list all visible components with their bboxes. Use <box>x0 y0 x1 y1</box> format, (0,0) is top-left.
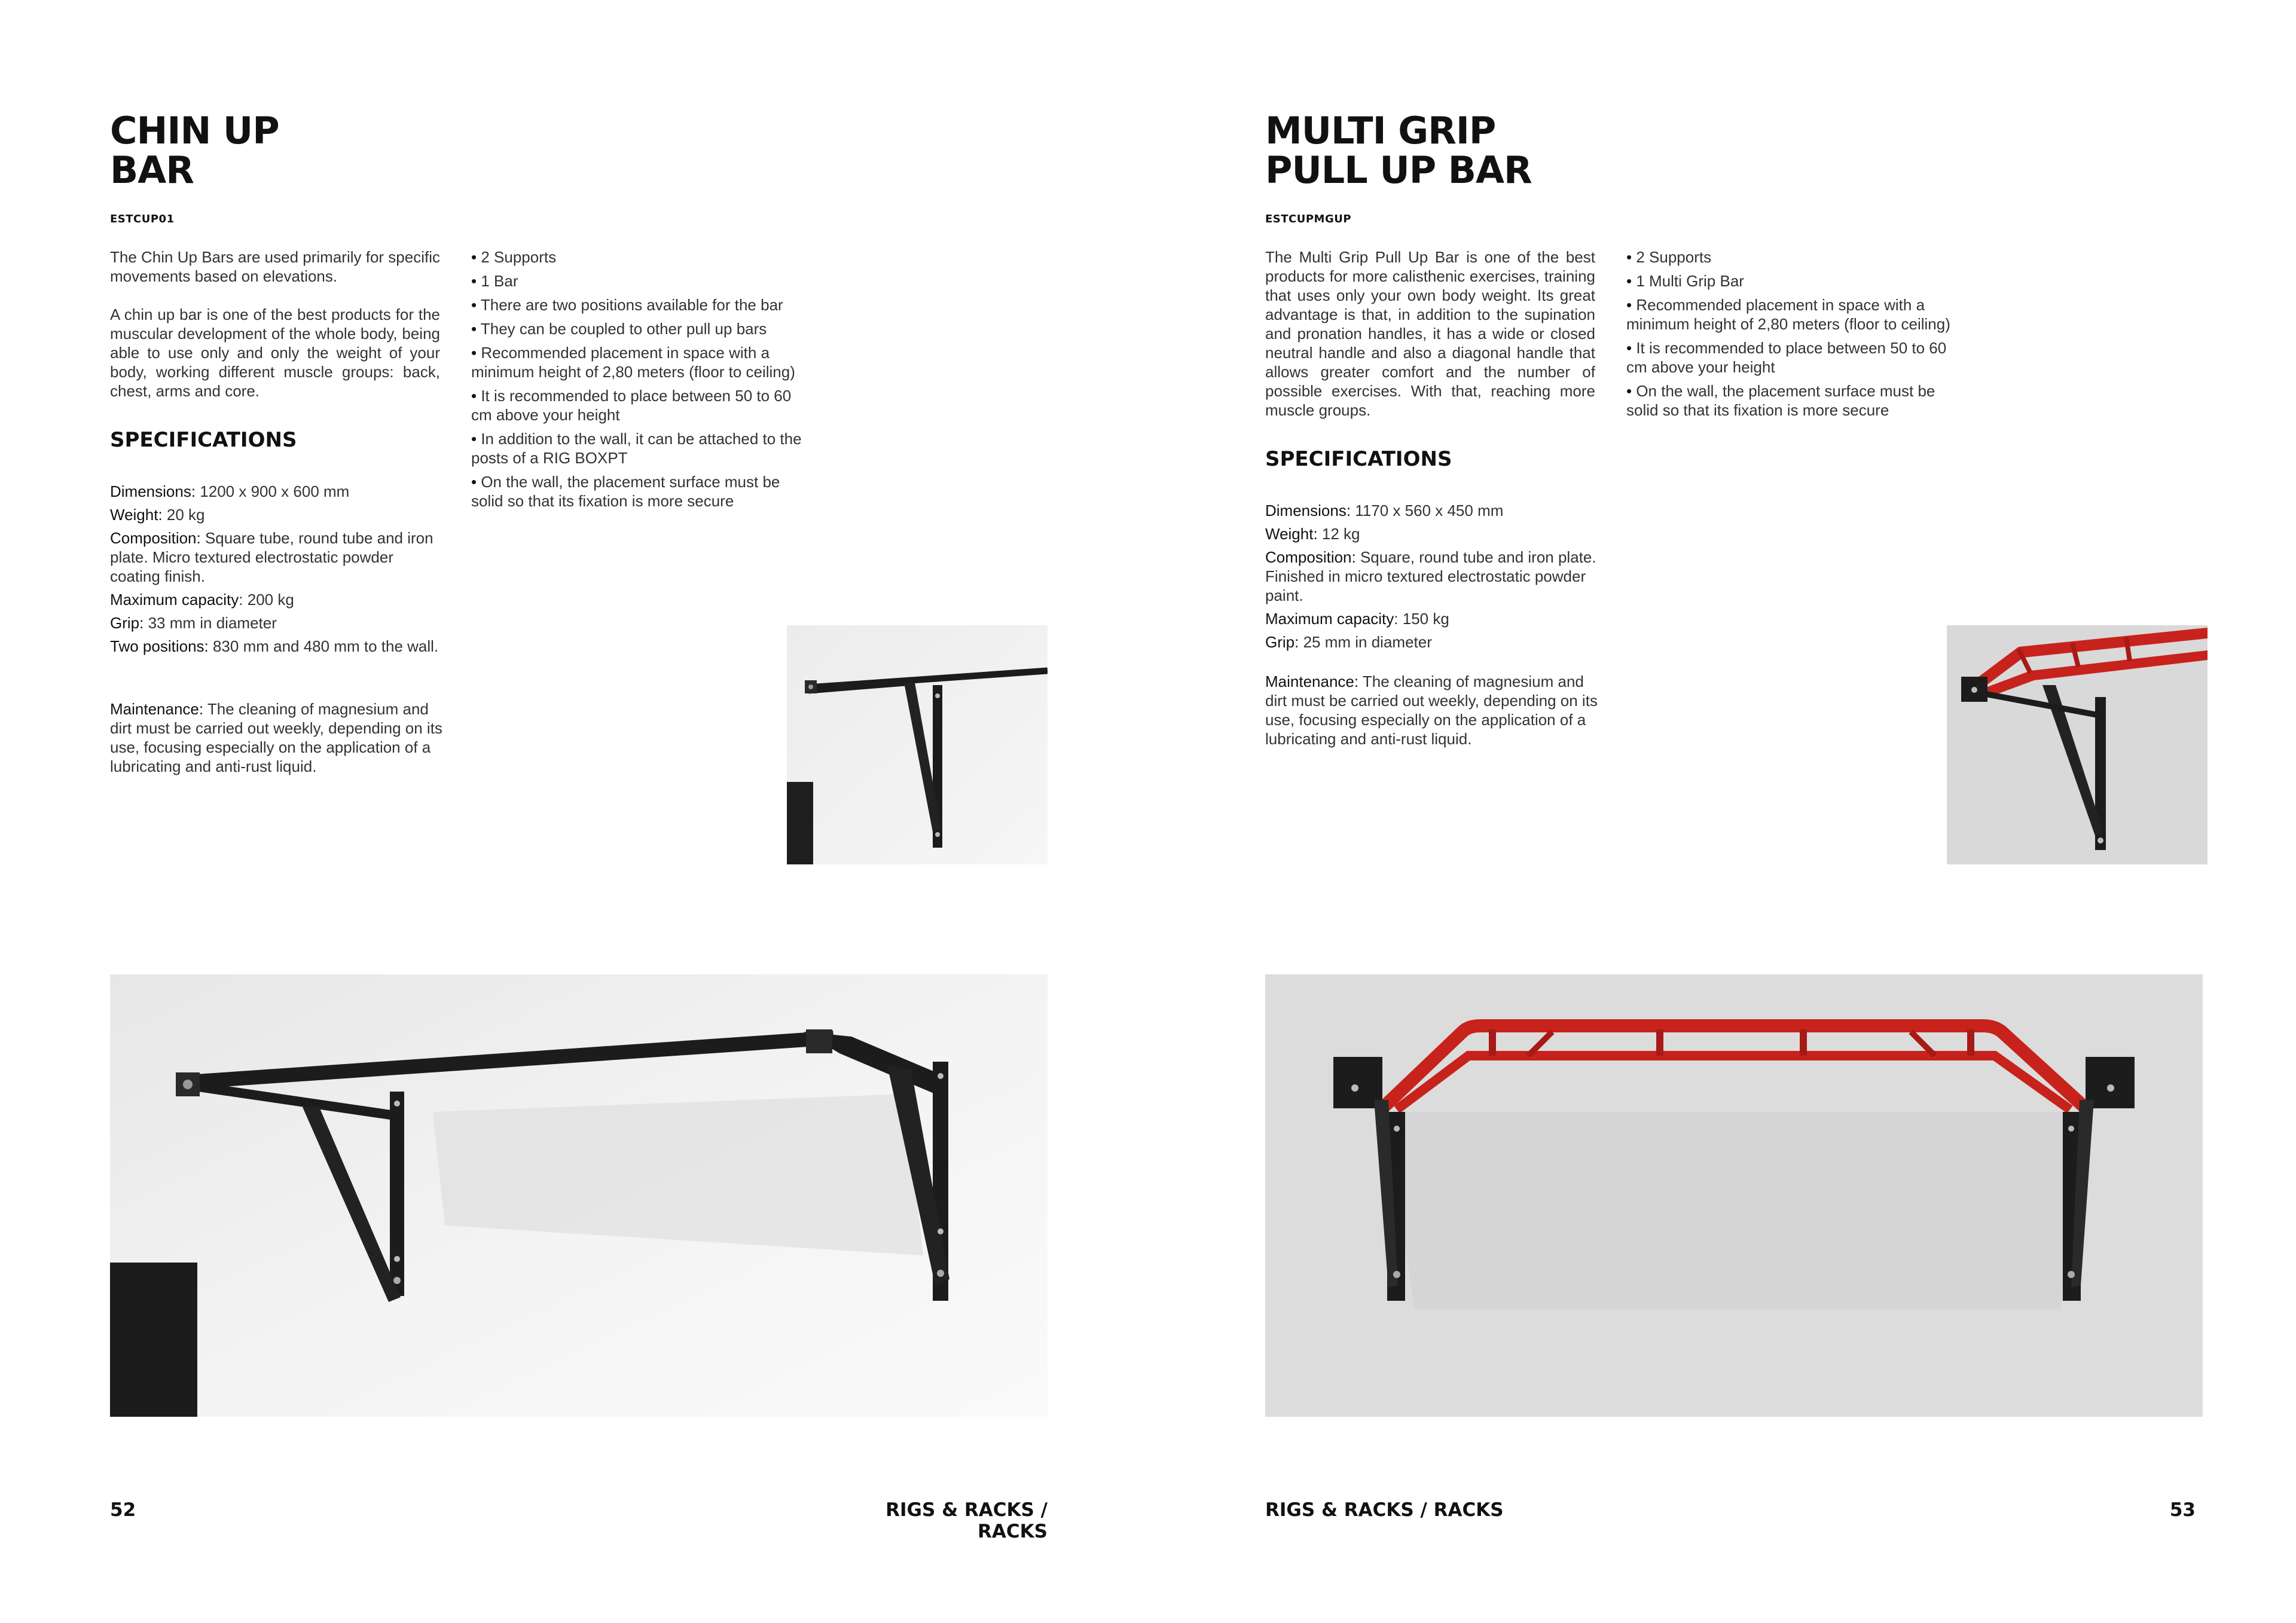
section-label: RIGS & RACKS / RACKS <box>1265 1499 1504 1521</box>
maintenance-note: Maintenance: The cleaning of magnesium and dirt must be carried out weekly, depending on its use, focusing especially on the application of a lubricating and anti-rust liquid. <box>110 700 442 775</box>
section-label: RIGS & RACKS / RACKS <box>886 1499 1048 1542</box>
specifications-list <box>1265 501 1598 656</box>
maintenance-note: Maintenance: The cleaning of magnesium and dirt must be carried out weekly, depending on its use, focusing especially on the application of a lubricating and anti-rust liquid. <box>1265 673 1598 748</box>
specifications-heading: SPECIFICATIONS <box>1265 447 1452 471</box>
features-list <box>471 247 806 515</box>
multi-grip-bar-front-photo <box>1265 974 2203 1417</box>
spec-weight: Weight: 12 kg <box>1265 525 1360 543</box>
feature-item: • There are two positions available for the bar <box>471 295 806 314</box>
product-description <box>1265 247 1595 439</box>
multi-grip-bar-side-photo <box>1947 625 2208 864</box>
chin-up-bar-front-photo <box>110 974 1048 1417</box>
spec-grip: Grip: 33 mm in diameter <box>110 614 277 632</box>
page-number: 53 <box>2169 1499 2196 1521</box>
specifications-list <box>110 482 442 660</box>
spec-composition: Composition: Square, round tube and iron plate. Finished in micro textured electrostatic powder paint. <box>1265 548 1596 604</box>
feature-item: • Recommended placement in space with a minimum height of 2,80 meters (floor to ceiling) <box>471 343 806 381</box>
product-title-multi-grip: MULTI GRIP PULL UP BAR <box>1265 109 1532 192</box>
product-description <box>110 247 440 420</box>
feature-item: • 1 Multi Grip Bar <box>1626 271 1961 291</box>
description-paragraph: A chin up bar is one of the best products for the muscular development of the whole body, being able to use only and only the weight of your body, working different muscle groups: back, chest, arms and core. <box>110 305 440 400</box>
feature-item: • They can be coupled to other pull up bars <box>471 319 806 338</box>
product-code: ESTCUP01 <box>110 213 175 225</box>
spec-max-capacity: Maximum capacity: 200 kg <box>110 591 294 609</box>
feature-item: • On the wall, the placement surface must be solid so that its fixation is more secure <box>1626 381 1961 420</box>
spec-max-capacity: Maximum capacity: 150 kg <box>1265 610 1449 628</box>
chin-up-bar-side-photo <box>787 625 1048 864</box>
feature-item: • 1 Bar <box>471 271 806 291</box>
spec-dimensions: Dimensions: 1200 x 900 x 600 mm <box>110 482 350 500</box>
spec-weight: Weight: 20 kg <box>110 506 205 524</box>
spec-positions: Two positions: 830 mm and 480 mm to the wall. <box>110 637 439 655</box>
product-code: ESTCUPMGUP <box>1265 213 1352 225</box>
spec-grip: Grip: 25 mm in diameter <box>1265 633 1432 651</box>
product-title-chin-up: CHIN UP BAR <box>110 109 279 192</box>
feature-item: • It is recommended to place between 50 to 60 cm above your height <box>471 386 806 424</box>
feature-item: • It is recommended to place between 50 to 60 cm above your height <box>1626 338 1961 377</box>
feature-item: • Recommended placement in space with a minimum height of 2,80 meters (floor to ceiling) <box>1626 295 1961 334</box>
spec-dimensions: Dimensions: 1170 x 560 x 450 mm <box>1265 502 1504 519</box>
feature-item: • 2 Supports <box>1626 247 1961 267</box>
specifications-heading: SPECIFICATIONS <box>110 428 297 452</box>
feature-item: • On the wall, the placement surface must be solid so that its fixation is more secure <box>471 472 806 511</box>
feature-item: • 2 Supports <box>471 247 806 267</box>
right-page <box>1148 0 2296 1623</box>
description-paragraph: The Chin Up Bars are used primarily for specific movements based on elevations. <box>110 248 440 285</box>
spec-composition: Composition: Square tube, round tube and iron plate. Micro textured electrostatic powder coating finish. <box>110 529 433 585</box>
features-list <box>1626 247 1961 424</box>
description-paragraph: The Multi Grip Pull Up Bar is one of the best products for more calisthenic exercises, training that uses only your own body weight. Its great advantage is that, in addition to the supination and pronation handles, it has a wide or closed neutral handle and also a diagonal handle that allows greater comfort and the number of possible exercises. With that, reaching more muscle groups. <box>1265 248 1595 419</box>
feature-item: • In addition to the wall, it can be attached to the posts of a RIG BOXPT <box>471 429 806 467</box>
page-number: 52 <box>110 1499 136 1521</box>
